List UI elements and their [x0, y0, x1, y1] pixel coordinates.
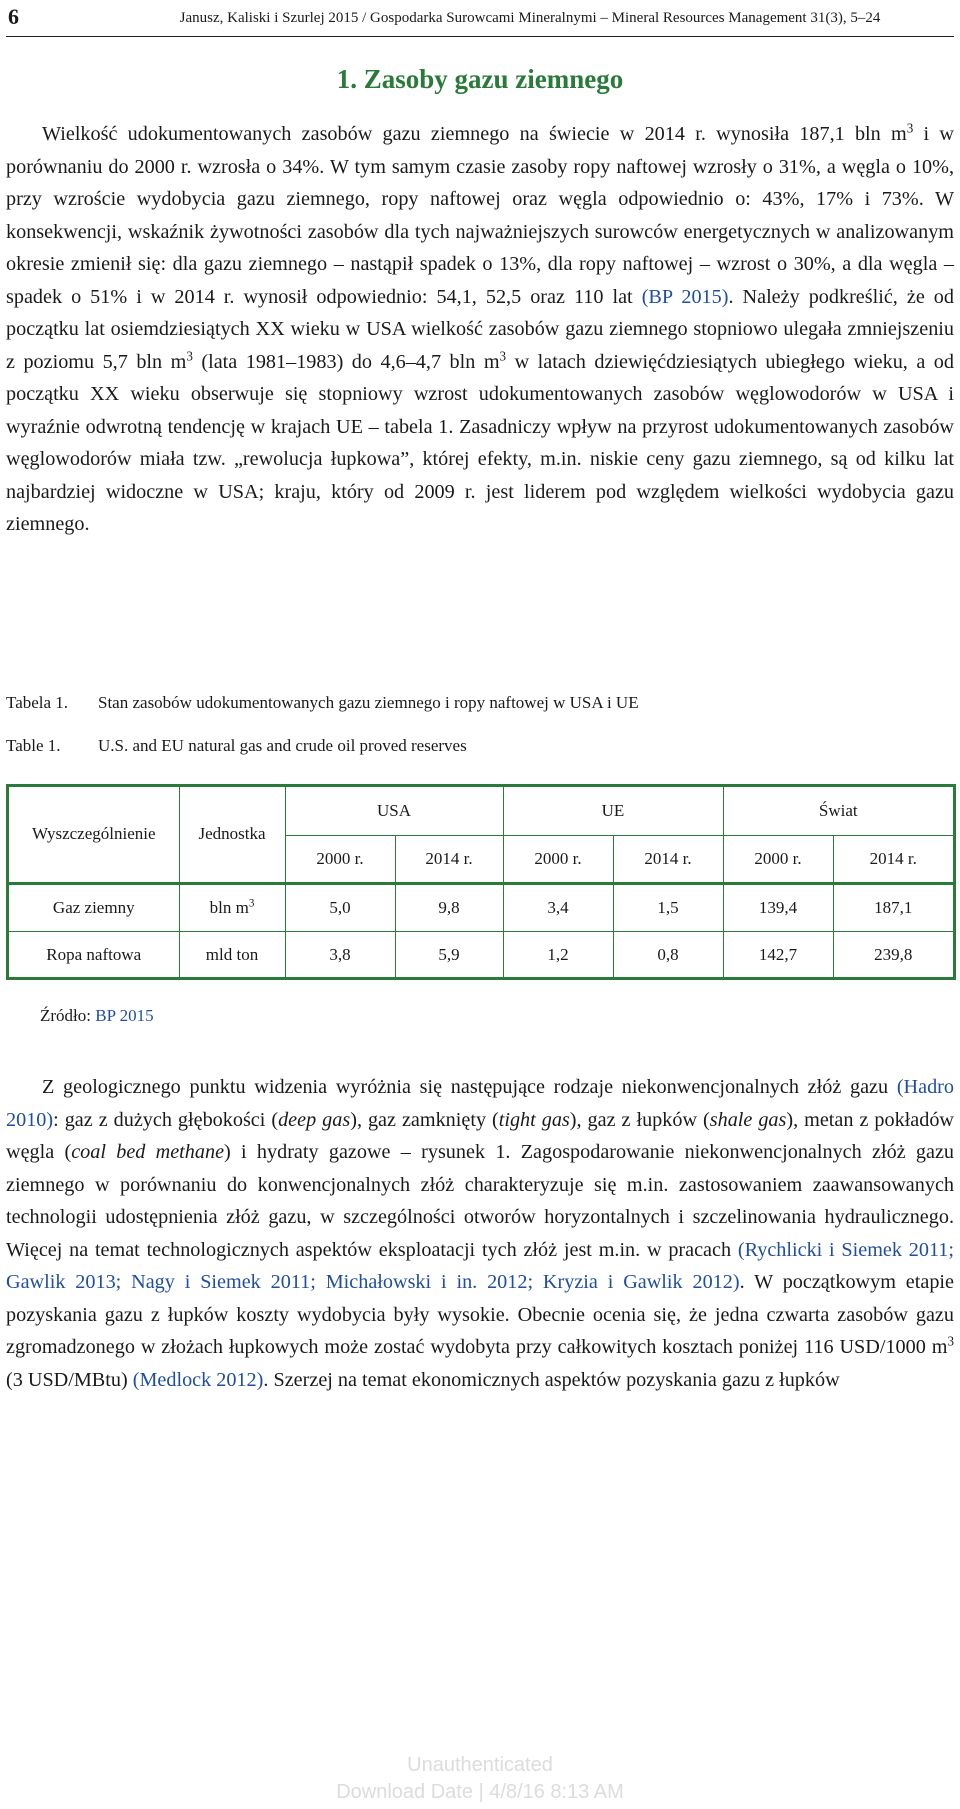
row-name: Ropa naftowa: [9, 931, 179, 979]
text-span: . Należy podkreślić, że od początku lat osiemdziesiątych XX wieku w USA wielkość zasobów gazu ziemnego stopniowo ulegała zmniejszeniu z poziomu 5,7 bln m: [6, 285, 954, 373]
table-cell: 239,8: [833, 931, 953, 979]
row-unit: [179, 931, 285, 979]
download-watermark: [0, 1752, 960, 1806]
table-cell: 1,2: [503, 931, 613, 979]
row-name: Gaz ziemny: [9, 883, 179, 931]
text-span: ), gaz z łupków (: [569, 1108, 710, 1131]
text-span: ) i hydraty gazowe – rysunek 1. Zagospodarowanie niekonwencjonalnych złóż gazu ziemnego w porównaniu do konwencjonalnych złóż charakteryzuje się m.in. zastosowaniem zaawansowanych technologii udostępnienia złóż gazu, w szczególności otworów horyzontalnych i szczelinowania hydraulicznego. Więcej na temat technologicznych aspektów eksploatacji tych złóż jest m.in. w pracach: [6, 1141, 955, 1261]
superscript: 3: [947, 1333, 954, 1349]
citation-link[interactable]: (Hadro 2010): [6, 1076, 954, 1131]
text-span: ), metan z pokładów węgla (: [6, 1108, 955, 1163]
table-header-year: 2014 r.: [613, 835, 723, 883]
text-span: ), gaz zamknięty (: [350, 1108, 499, 1131]
table-source: [40, 1006, 154, 1026]
citation-link[interactable]: (Rychlicki i Siemek 2011; Gawlik 2013; Nagy i Siemek 2011; Michałowski i in. 2012; Kryzia i Gawlik 2012): [6, 1238, 954, 1293]
source-citation-link[interactable]: BP 2015: [95, 1006, 154, 1025]
watermark-line: Unauthenticated: [407, 1754, 553, 1776]
table-header-item: Wyszczególnienie: [9, 787, 179, 883]
superscript: 3: [499, 347, 507, 363]
watermark-line: Download Date | 4/8/16 8:13 AM: [336, 1781, 624, 1803]
table-header-year: 2014 r.: [395, 835, 503, 883]
page-number: 6: [8, 4, 19, 29]
superscript: 3: [906, 120, 914, 136]
table-header-group: Świat: [723, 787, 953, 835]
row-unit: [179, 883, 285, 931]
italic-term: tight gas: [498, 1108, 570, 1131]
table-caption-pl: [6, 693, 639, 713]
paragraph-unconventional: [6, 1071, 954, 1396]
section-title: 1. Zasoby gazu ziemnego: [336, 64, 624, 94]
table-header-group: UE: [503, 787, 723, 835]
unit-text: bln m: [209, 897, 249, 917]
table-cell: 1,5: [613, 883, 723, 931]
text-span: w latach dziewięćdziesiątych ubiegłego wieku, a od początku XX wieku obserwuje się stopniowy wzrost udokumentowanych zasobów węglowodorów w USA i wyraźnie odwrotną tendencję w krajach UE – tabela 1. Zasadniczy wpływ na przyrost udokumentowanych zasobów węglowodorów miała tzw. „rewolucja łupkowa”, której efekty, m.in. niskie ceny gazu ziemnego, są od kilku lat najbardziej widoczne w USA; kraju, który od 2009 r. jest liderem pod względem wielkości wydobycia gazu ziemnego.: [6, 350, 954, 535]
table-cell: 5,0: [285, 883, 395, 931]
italic-term: deep gas: [278, 1108, 351, 1131]
table-cell: 9,8: [395, 883, 503, 931]
italic-term: coal bed methane: [71, 1141, 225, 1163]
citation-link[interactable]: (Medlock 2012): [132, 1368, 264, 1391]
text-span: : gaz z dużych głębokości (: [53, 1108, 279, 1131]
superscript: 3: [186, 347, 193, 363]
text-span: (lata 1981–1983) do 4,6–4,7 bln m: [192, 350, 500, 373]
source-label: Źródło:: [40, 1006, 91, 1025]
running-header: [6, 0, 954, 37]
caption-label: Table 1.: [6, 736, 61, 755]
text-span: i w porównaniu do 2000 r. wzrosła o 34%. W tym samym czasie zasoby ropy naftowej wzrosły o 31%, a węgla o 10%, przy wzroście wydobycia gazu ziemnego, ropy naftowej oraz węgla odpowiednio o: 43%, 17% i 73%. W konsekwencji, wskaźnik żywotności zasobów dla tych najważniejszych surowców energetycznych w analizowanym okresie zmienił się: dla gazu ziemnego – nastąpił spadek o 13%, dla ropy naftowej – wzrost o 30%, a dla węgla – spadek o 51% i w 2014 r. wynosił odpowiednio: 54,1, 52,5 oraz 110 lat: [6, 123, 955, 308]
text-span: Wielkość udokumentowanych zasobów gazu ziemnego na świecie w 2014 r. wynosiła 187,1 bln m: [42, 123, 907, 145]
table-caption-en: [6, 736, 467, 756]
table-cell: 142,7: [723, 931, 833, 979]
text-span: (3 USD/MBtu): [6, 1368, 133, 1391]
table-cell: 187,1: [833, 883, 953, 931]
text-span: . W początkowym etapie pozyskania gazu z łupków koszty wydobycia były wysokie. Obecnie ocenia się, że jedna czwarta zasobów gazu zgromadzonego w złożach łupkowych może zostać wydobyta przy całkowitych kosztach poniżej 116 USD/1000 m: [6, 1271, 954, 1358]
paragraph-reserves: [6, 118, 954, 541]
table-cell: 5,9: [395, 931, 503, 979]
table-cell: 139,4: [723, 883, 833, 931]
caption-text: U.S. and EU natural gas and crude oil proved reserves: [98, 736, 467, 755]
table-header-year: 2014 r.: [833, 835, 953, 883]
italic-term: shale gas: [709, 1108, 787, 1131]
table-cell: 3,4: [503, 883, 613, 931]
caption-label: Tabela 1.: [6, 693, 69, 712]
caption-text: Stan zasobów udokumentowanych gazu ziemnego i ropy naftowej w USA i UE: [98, 693, 639, 712]
unit-superscript: 3: [248, 896, 255, 909]
table-header-group: USA: [285, 787, 503, 835]
table-header-unit: Jednostka: [179, 787, 285, 883]
text-span: Z geologicznego punktu widzenia wyróżnia się następujące rodzaje niekonwencjonalnych złóż gazu: [42, 1076, 897, 1098]
citation-link[interactable]: (BP 2015): [641, 285, 729, 308]
table-header-year: 2000 r.: [503, 835, 613, 883]
unit-text: mld ton: [205, 945, 259, 965]
text-span: . Szerzej na temat ekonomicznych aspektów pozyskania gazu z łupków: [263, 1368, 840, 1391]
table-cell: 3,8: [285, 931, 395, 979]
table-cell: 0,8: [613, 931, 723, 979]
table-header-year: 2000 r.: [285, 835, 395, 883]
table-row: [9, 931, 953, 979]
reserves-table: [6, 784, 956, 980]
table-header-year: 2000 r.: [723, 835, 833, 883]
running-head-text: Janusz, Kaliski i Szurlej 2015 / Gospodarka Surowcami Mineralnymi – Mineral Resources Management 31(3), 5–24: [179, 10, 881, 26]
table-row: [9, 883, 953, 931]
